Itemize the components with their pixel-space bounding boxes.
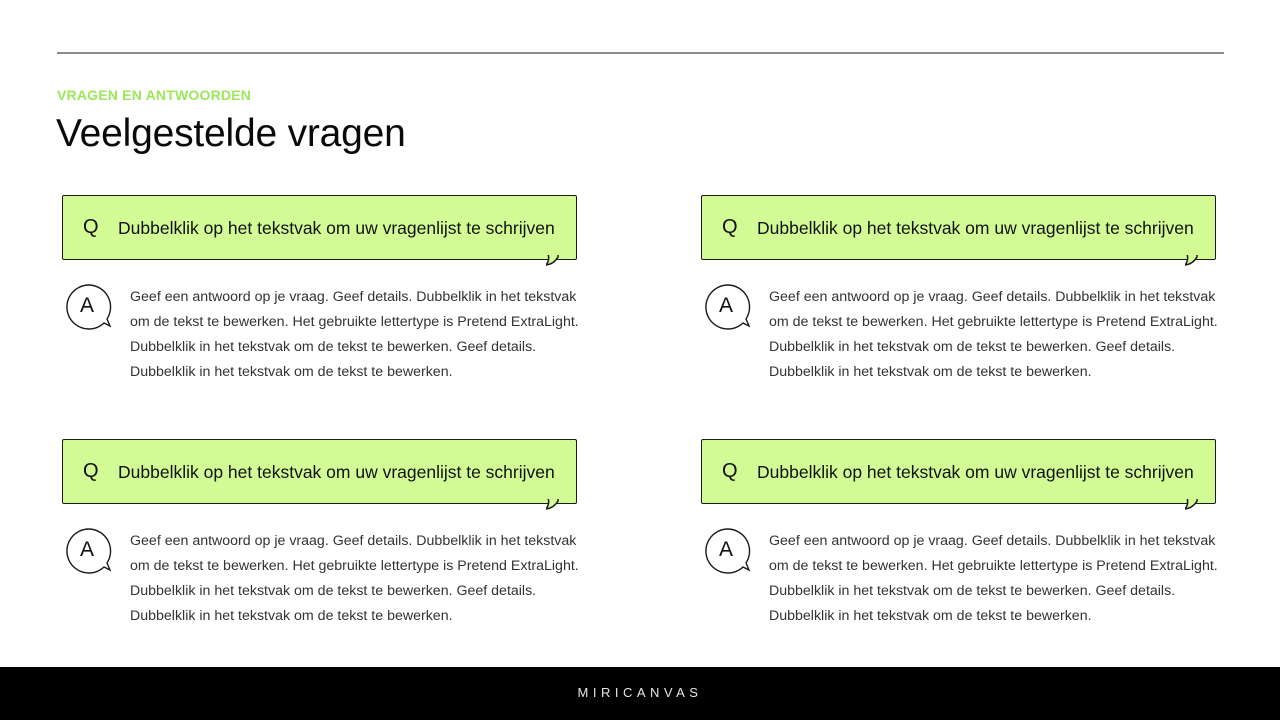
question-text: Dubbelklik op het tekstvak om uw vragenlijst te schrijven xyxy=(757,218,1194,238)
answer-text[interactable]: Geef een antwoord op je vraag. Geef details. Dubbelklik in het tekstvak om de tekst te bewerken. Het gebruikte lettertype is Pretend ExtraLight. Dubbelklik in het tekstvak om de tekst te bewerken. Geef details. Dubbelklik in het tekstvak om de tekst te bewerken. xyxy=(130,533,579,624)
answer-label: A xyxy=(80,538,95,561)
page-title: Veelgestelde vragen xyxy=(56,112,406,155)
answer-label: A xyxy=(80,294,95,317)
question-label: Q xyxy=(83,216,99,238)
faq-item xyxy=(695,439,1255,639)
brand-logo: MIRICANVAS xyxy=(577,685,703,700)
faq-item xyxy=(695,195,1255,395)
top-divider xyxy=(57,52,1224,54)
question-box[interactable] xyxy=(62,439,577,504)
faq-item xyxy=(56,195,616,395)
answer-text[interactable]: Geef een antwoord op je vraag. Geef details. Dubbelklik in het tekstvak om de tekst te bewerken. Het gebruikte lettertype is Pretend ExtraLight. Dubbelklik in het tekstvak om de tekst te bewerken. Geef details. Dubbelklik in het tekstvak om de tekst te bewerken. xyxy=(769,533,1218,624)
speech-tail-icon xyxy=(546,498,566,516)
question-box[interactable] xyxy=(701,439,1216,504)
answer-label: A xyxy=(719,294,734,317)
question-box[interactable] xyxy=(701,195,1216,260)
answer-label: A xyxy=(719,538,734,561)
speech-tail-icon xyxy=(546,254,566,272)
answer-text[interactable]: Geef een antwoord op je vraag. Geef details. Dubbelklik in het tekstvak om de tekst te bewerken. Het gebruikte lettertype is Pretend ExtraLight. Dubbelklik in het tekstvak om de tekst te bewerken. Geef details. Dubbelklik in het tekstvak om de tekst te bewerken. xyxy=(130,289,579,380)
question-text: Dubbelklik op het tekstvak om uw vragenlijst te schrijven xyxy=(118,218,555,238)
question-label: Q xyxy=(722,460,738,482)
footer-bar xyxy=(0,667,1280,720)
speech-tail-icon xyxy=(1185,254,1205,272)
speech-tail-icon xyxy=(1185,498,1205,516)
question-text: Dubbelklik op het tekstvak om uw vragenlijst te schrijven xyxy=(757,462,1194,482)
question-box[interactable] xyxy=(62,195,577,260)
question-label: Q xyxy=(722,216,738,238)
faq-item xyxy=(56,439,616,639)
answer-text[interactable]: Geef een antwoord op je vraag. Geef details. Dubbelklik in het tekstvak om de tekst te bewerken. Het gebruikte lettertype is Pretend ExtraLight. Dubbelklik in het tekstvak om de tekst te bewerken. Geef details. Dubbelklik in het tekstvak om de tekst te bewerken. xyxy=(769,289,1218,380)
question-label: Q xyxy=(83,460,99,482)
question-text: Dubbelklik op het tekstvak om uw vragenlijst te schrijven xyxy=(118,462,555,482)
section-eyebrow: VRAGEN EN ANTWOORDEN xyxy=(57,87,252,103)
